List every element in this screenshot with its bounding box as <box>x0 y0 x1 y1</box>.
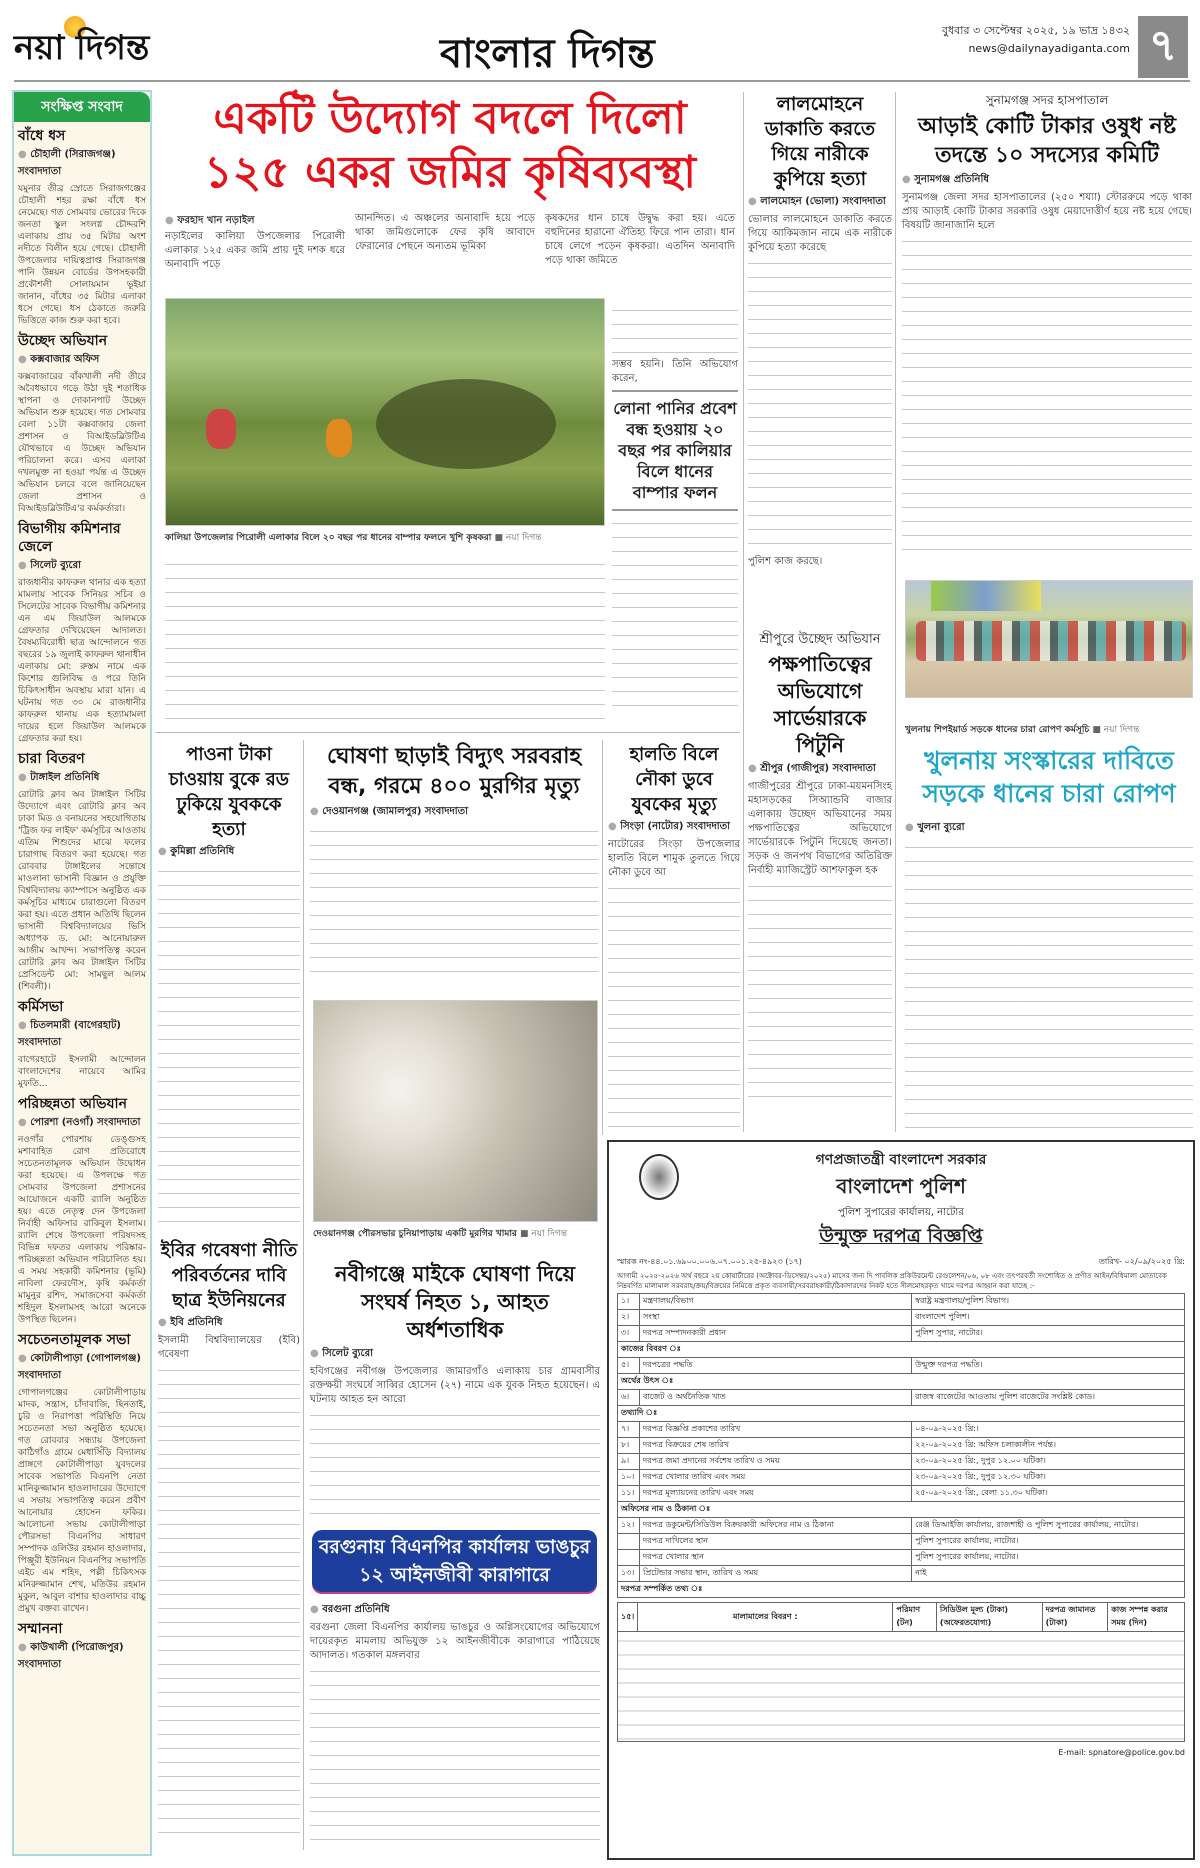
byline: ● টাঙ্গাইল প্রতিনিধি <box>18 770 146 787</box>
story-text: নাটোরের সিংড়া উপজেলার হালতি বিলে শামুক তুলতে গিয়ে নৌকা ডুবে আ <box>608 839 740 878</box>
khulna-headline: খুলনায় সংস্কারের দাবিতে সড়কে ধানের চারা রোপণ <box>922 746 1176 808</box>
section-label: অফিসের নাম ও ঠিকানা ঃ <box>618 1502 1185 1518</box>
row-no: ২। <box>618 1310 640 1326</box>
khulna-story <box>905 818 1193 1129</box>
sreepur-story <box>748 630 892 1108</box>
row-no: ১। <box>618 1294 640 1310</box>
row-label: মন্ত্রণালয়/বিভাগ <box>640 1294 912 1310</box>
brief-title: সচেতনতামূলক সভা <box>18 1332 131 1348</box>
notice-email[interactable]: E-mail: spnatore@police.gov.bd <box>1058 1748 1185 1757</box>
notice-row <box>618 1406 1185 1422</box>
row-value: স্বরাষ্ট্র মন্ত্রণালয়/পুলিশ বিভাগ। <box>912 1294 1185 1310</box>
row-value: ২৫-০৯-২০২৫ খ্রি:, বেলা ১১.৩০ ঘটিকা। <box>912 1486 1185 1502</box>
sunamganj-story <box>902 92 1192 553</box>
notice-row <box>618 1422 1185 1438</box>
notice-row <box>618 1326 1185 1342</box>
row-label: প্রিটেন্ডার সভার স্থান, তারিখ ও সময় <box>640 1566 912 1582</box>
lead-col-2 <box>355 212 535 254</box>
byline: ● চৌহালী (সিরাজগঞ্জ) সংবাদদাতা <box>18 147 146 181</box>
items-qty: পরিমাণ (টন) <box>893 1603 937 1632</box>
headline: নবীগঞ্জে মাইকে ঘোষণা দিয়ে সংঘর্ষ নিহত ১, আহত অর্ধশতাধিক <box>335 1262 575 1342</box>
row-value: ২২-০৯-২০২৫ খ্রি: অফিস চলাকালীন পর্যন্ত। <box>912 1438 1185 1454</box>
sidebar-title: সংক্ষিপ্ত সংবাদ <box>14 92 150 122</box>
email-link[interactable]: news@dailynayadiganta.com <box>968 42 1130 55</box>
byline: ● খুলনা ব্যুরো <box>905 820 1193 837</box>
section-label: অর্থের উৎস ঃ <box>618 1374 1185 1390</box>
lead-text: নড়াইলের কালিয়া উপজেলার পিরোলী এলাকার ১২৫ একর জমি প্রায় দুই দশক ধরে অনাবাদি পড়ে <box>165 231 345 270</box>
headline: ইবির গবেষণা নীতি পরিবর্তনের দাবি ছাত্র ইউনিয়নের <box>160 1240 298 1311</box>
notice-row <box>618 1294 1185 1310</box>
byline: ● সিলেট ব্যুরো <box>18 558 146 575</box>
ibi-story <box>158 1238 300 1842</box>
brief-item <box>18 750 146 993</box>
kicker: শ্রীপুরে উচ্ছেদ অভিযান <box>759 632 881 647</box>
brief-item <box>18 520 146 745</box>
notice-row <box>618 1374 1185 1390</box>
row-no: ৭। <box>618 1422 640 1438</box>
row-value: পুলিশ সুপারের কার্যালয়, নাটোর। <box>912 1550 1185 1566</box>
brief-text: যমুনার তীব্র স্রোতে সিরাজগঞ্জের চৌহালী শহর রক্ষা বাঁধে ধস নেমেছে। গত সোমবার ভোরের দিকে জনতা স্কুল সংলগ্ন চৌদ্দরশি এলাকায় প্রায় ৩৫ মিটার অংশ নদীতে বিলীন হয়ে গেছে। চৌহালী উপজেলার দায়িত্বপ্রাপ্ত সিরাজগঞ্জ পানি উন্নয়ন বোর্ডের উপসহকারী প্রকৌশলী সোলায়মান ভূইয়া জানান, বাঁধের ৩৫ মিটার এলাকা ধসে গেছে। ধস ঠেকাতে জরুরি ভিত্তিতে কাজ শুরু করা হবে। <box>18 184 146 326</box>
row-no: ৫। <box>618 1358 640 1374</box>
notice-row <box>618 1470 1185 1486</box>
row-label: বাজেট ও অর্থনৈতিক খাত <box>640 1390 912 1406</box>
masthead-divider <box>14 80 1190 82</box>
section-label: দরপত্র সম্পর্কিত তথ্য ঃ <box>618 1582 1185 1598</box>
section-title: বাংলার দিগন্ত <box>440 31 655 77</box>
byline: ● কক্সবাজার অফিস <box>18 352 146 369</box>
notice-row <box>618 1486 1185 1502</box>
items-desc: মালামালের বিবরণ : <box>638 1603 893 1632</box>
brief-title: বিভাগীয় কমিশনার জেলে <box>18 521 121 555</box>
items-time: কাজ সম্পন্ন করার সময় (দিন) <box>1108 1603 1185 1632</box>
lead-headline-line2: ১২৫ একর জমির কৃষিব্যবস্থা <box>204 147 696 198</box>
row-value: পুলিশ সুপারের কার্যালয়, নাটোর। <box>912 1534 1185 1550</box>
section-label: তথ্যাদি ঃ <box>618 1406 1185 1422</box>
row-label: দরপত্র দাখিলের স্থান <box>640 1534 912 1550</box>
notice-row <box>618 1502 1185 1518</box>
headline: আড়াই কোটি টাকার ওষুধ নষ্ট তদন্তে ১০ সদস্যের কমিটি <box>917 114 1177 168</box>
brief-item <box>18 1095 146 1326</box>
notice-row <box>618 1390 1185 1406</box>
row-label: দরপত্র সম্পাদনকারী প্রধান <box>640 1326 912 1342</box>
items-no: ১৫। <box>618 1603 638 1632</box>
row-value: উন্মুক্ত দরপত্র পদ্ধতি। <box>912 1358 1185 1374</box>
story-text: গাজীপুরের শ্রীপুরে ঢাকা-ময়মনসিংহ মহাসড়কের সিঅ্যান্ডবি বাজার এলাকায় উচ্ছেদ অভিযানের সময় পক্ষপাতিত্বের অভিযোগে সার্ভেয়ারকে পিটুনি দিয়েছে জনতা। সড়ক ও জনপথ বিভাগের অতিরিক্ত নির্বাহী ম্যাজিস্ট্রেট আশফাকুল হক <box>748 781 892 876</box>
story-text: হবিগঞ্জের নবীগঞ্জ উপজেলার জামারগাঁও এলাকায় চার গ্রামবাসীর রক্তক্ষয়ী সংঘর্ষে সাব্বির হোসেন (২৭) নামে এক যুবক নিহত হয়েছেন। এ ঘটনায় আহত হন আরো <box>310 1366 600 1405</box>
brief-text: বাগেরহাটে ইসলামী আন্দোলন বাংলাদেশের নায়েবে আমির মুফতি... <box>18 1055 146 1089</box>
byline: ● কুমিল্লা প্রতিনিধি <box>158 844 300 861</box>
row-value: নাই <box>912 1566 1185 1582</box>
byline: ● বরগুনা প্রতিনিধি <box>310 1602 600 1619</box>
row-label: দরপত্র খোলার তারিখ এবং সময় <box>640 1470 912 1486</box>
byline: ● শ্রীপুর (গাজীপুর) সংবাদদাতা <box>748 761 892 778</box>
poultry-farm-photo <box>313 1000 598 1222</box>
row-value: ২৩-০৯-২০২৫ খ্রি:, দুপুর ১২.০০ ঘটিকা। <box>912 1454 1185 1470</box>
lead-text: আনন্দিত। এ অঞ্চলের অনাবাদি হয়ে পড়ে থাকা জমিগুলোকে ফের কৃষি আবাদে ফেরানোর পেছনে অন্যতম ভূমিকা <box>355 213 535 252</box>
brief-text: রোটারি ক্লাব অব টাঙ্গাইল সিটির উদ্যোগে এবং রোটারি ক্লাব অব ঢাকা মিড ও বনায়নের সহযোগিতায় 'ট্রিজ ফর লাইফ' কর্মসূচির আওতায় এতিম শিশুদের মাঝে ফলের চারাগাছ বিতরণ করা হয়েছে। গত রোববার টাঙ্গাইলের সন্তোষে মাওলানা ভাসানী বিজ্ঞান ও প্রযুক্তি বিশ্ববিদ্যালয় ক্যাম্পাসে অনুষ্ঠিত এক কর্মসূচির মাধ্যমে চারাগুলো বিতরণ করা হয়। এতে প্রধান অতিথি ছিলেন ভাসানী বিশ্ববিদ্যালয়ের ভিসি অধ্যাপক ড. মো: আনোয়ারুল আজীম আখন্দ। সভাপতিত্ব করেন রোটারি ক্লাব অব টাঙ্গাইল সিটির প্রেসিডেন্ট মো: সামছুল আলম (শিবলী)। <box>18 790 146 992</box>
row-value: ০৪-০৯-২০২৫ খ্রি:। <box>912 1422 1185 1438</box>
row-label: দরপত্র ডকুমেন্ট/সিডিউল বিক্রয়কারী অফিসের নাম ও ঠিকানা <box>640 1518 912 1534</box>
barguna-story <box>310 1600 600 1843</box>
byline: ● ইবি প্রতিনিধি <box>158 1315 300 1332</box>
pawna-story <box>158 742 300 1223</box>
brief-text: নওগাঁর পোরশায় ডেঙ্গুসহ মশাবাহিত রোগ প্রতিরোধে সচেতনতামূলক অভিযান উদ্বোধন করা হয়েছে। এ উপলক্ষে গত সোমবার উপজেলা প্রশাসনের আয়োজনে একটি র‍্যালি অনুষ্ঠিত হয়। এতে নেতৃত্ব দেন উপজেলা নির্বাহী অফিসার রাকিবুল ইসলাম। র‍্যালি শেষে উপজেলা পরিষদসহ বিভিন্ন দফতর এলাকায় পরিষ্কার-পরিচ্ছন্নতা অভিযান পরিচালিত হয়। এ সময় সহকারী কমিশনার (ভূমি) নাবিলা ফেরদৌস, কৃষি কর্মকর্তা মামুনুর রশিদ, সমাজসেবা কর্মকর্তা শহিদুল ইসলামসহ আরো অনেকে উপস্থিত ছিলেন। <box>18 1135 146 1325</box>
story-text: বরগুনা জেলা বিএনপির কার্যালয় ভাঙচুর ও অগ্নিসংযোগের অভিযোগে দায়েরকৃত মামলায় অভিযুক্ত ১২ আইনজীবীকে কারাগারে পাঠিয়েছে আদালত। গতকাল মঙ্গলবার <box>310 1622 600 1661</box>
row-label: সংস্থা <box>640 1310 912 1326</box>
headline: ঘোষণা ছাড়াই বিদ্যুৎ সরবরাহ বন্ধ, গরমে ৪০০ মুরগির মৃত্যু <box>326 744 582 799</box>
police-emblem-icon <box>639 1154 679 1200</box>
row-no <box>618 1550 640 1566</box>
headline: লালমোহনে ডাকাতি করতে গিয়ে নারীকে কুপিয়ে হত্যা <box>764 93 876 190</box>
dateline <box>930 22 1130 58</box>
row-label: দরপত্র বিজ্ঞপ্তি প্রকাশের তারিখ <box>640 1422 912 1438</box>
items-price: সিডিউল মূল্য (টাকা) (অফেরতযোগ্য) <box>936 1603 1042 1632</box>
lead-subheadline: লোনা পানির প্রবেশ বন্ধ হওয়ায় ২০ বছর পর কালিয়ার বিলে ধানের বাম্পার ফলন <box>612 390 738 511</box>
story-text: ভোলার লালমোহনে ডাকাতি করতে গিয়ে আকিমজান নামে এক নারীকে কুপিয়ে হত্যা করেছে <box>748 214 892 253</box>
items-security: দরপত্র জামানত (টাকা) <box>1042 1603 1108 1632</box>
barguna-headline: বরগুনায় বিএনপির কার্যালয় ভাঙচুর ১২ আইনজীবী কারাগারে <box>312 1530 597 1592</box>
date: বুধবার ৩ সেপ্টেম্বর ২০২৫, ১৯ ভাদ্র ১৪৩২ <box>941 24 1130 37</box>
notice-row <box>618 1550 1185 1566</box>
row-value: বাংলাদেশ পুলিশ। <box>912 1310 1185 1326</box>
byline: ● কোটালীপাড়া (গোপালগঞ্জ) সংবাদদাতা <box>18 1351 146 1385</box>
byline: ● লালমোহন (ভোলা) সংবাদদাতা <box>748 194 892 211</box>
notice-row <box>618 1358 1185 1374</box>
row-no: ১০। <box>618 1470 640 1486</box>
notice-office: পুলিশ সুপারের কার্যালয়, নাটোর <box>838 1207 964 1218</box>
notice-date: তারিখ- ০২/০৯/২০২৫ খ্রি: <box>1098 1257 1185 1266</box>
row-no: ১১। <box>618 1486 640 1502</box>
notice-org: বাংলাদেশ পুলিশ <box>836 1174 966 1198</box>
notice-row <box>618 1518 1185 1534</box>
lead-col-3 <box>545 212 735 268</box>
brief-item <box>18 127 146 327</box>
row-no: ৮। <box>618 1438 640 1454</box>
story-text: ইসলামী বিশ্ববিদ্যালয়ের (ইবি) গবেষণা <box>158 1335 300 1360</box>
notice-row <box>618 1438 1185 1454</box>
row-label: দরপত্র খোলার স্থান <box>640 1550 912 1566</box>
notice-gov: গণপ্রজাতন্ত্রী বাংলাদেশ সরকার <box>815 1152 987 1168</box>
row-value: পুলিশ সুপার, নাটোর। <box>912 1326 1185 1342</box>
byline: ● কাউখালী (পিরোজপুর) সংবাদদাতা <box>18 1640 146 1674</box>
brief-item <box>18 998 146 1090</box>
khulna-photo-caption: খুলনায় শিপইয়ার্ড সড়কে ধানের চারা রোপণ কর্মসূচি ■ নয়া দিগন্ত <box>905 725 1140 735</box>
brief-title: উচ্ছেদ অভিযান <box>18 333 108 349</box>
lead-text: সম্ভব হয়নি। তিনি অভিযোগ করেন, <box>612 359 738 384</box>
page-number: ৭ <box>1138 16 1188 78</box>
brief-item <box>18 1331 146 1615</box>
khulna-protest-photo <box>905 580 1193 698</box>
notice-row <box>618 1534 1185 1550</box>
row-label: দরপত্র জমা প্রদানের সর্বশেষ তারিখ ও সময় <box>640 1454 912 1470</box>
byline: ● সুনামগঞ্জ প্রতিনিধি <box>902 172 1192 189</box>
row-label: দরপত্র বিক্রয়ের শেষ তারিখ <box>640 1438 912 1454</box>
brief-title: কর্মিসভা <box>18 999 64 1015</box>
poultry-photo-caption: দেওয়ানগঞ্জ পৌরসভার চুনিয়াপাড়ায় একটি মুরগির খামার ■ নয়া দিগন্ত <box>313 1229 567 1239</box>
brief-text: রাজধানীর কাফরুল থানার এক হত্যা মামলায় সাবেক সিনিয়র সচিব ও সিলেটের সাবেক বিভাগীয় কমিশনার এন এম জিয়াউল আলমকে গ্রেফতার দেখিয়েছেন আদালত। বৈষম্যবিরোধী ছাত্র আন্দোলনে গত বছরের ১৯ জুলাই কাফরুল থানাধীন এলাকায় মো: রুস্তম নামে এক কিশোর গুলিবিদ্ধ ও পরে তিনি চিকিৎসাধীন অবস্থায় মারা যান। এ ঘটনায় গত ৩০ মে রাজধানীর কাফরুল থানায় এক হত্যামামলা দায়ের হলে জিয়াউল আলমকে গ্রেফতার করা হয়। <box>18 578 146 744</box>
notice-memo: স্মারক নং-৪৪.০১.৬৯০০.০০৬.০৭.০০১.২৫-৪৯২৩ (১৭) <box>617 1257 802 1266</box>
row-label: দরপত্রের পদ্ধতি <box>640 1358 912 1374</box>
lead-headline-line1: একটি উদ্যোগ বদলে দিলো <box>213 93 687 144</box>
brief-title: বাঁধে ধস <box>18 128 66 144</box>
notice-row <box>618 1454 1185 1470</box>
brief-text: কক্সবাজারের বাঁকখালী নদী তীরে অবৈধভাবে গড়ে উঠা দুই শতাধিক স্থাপনা ও দোকানপাট উচ্ছেদ অভিযান শুরু হয়েছে। গত সোমবার বেলা ১১টা কক্সবাজার জেলা প্রশাসন ও বিআইডব্লিউটিএ যৌথভাবে এ উচ্ছেদ অভিযান পরিচালনা করে। এসব এলাকা দখলমুক্ত না হওয়া পর্যন্ত এ উচ্ছেদ অভিযান চলবে বলে জানিয়েছেন জেলা প্রশাসন ও বিআইডব্লিউটিএ'র কর্মকর্তারা। <box>18 372 146 514</box>
brief-item <box>18 332 146 515</box>
lead-text: কৃষকদের ধান চাষে উদ্বুদ্ধ করা হয়। এতে বহুদিনের হারানো ঐতিহ্য ফিরে পান তারা। ধান চাষে লেগে পড়েন কৃষকরা। এতদিন অনাবাদি পড়ে থাকা জমিতে <box>545 213 735 266</box>
section-label: কাজের বিবরণ ঃ <box>618 1342 1185 1358</box>
row-no: ৩। <box>618 1326 640 1342</box>
notice-row <box>618 1582 1185 1598</box>
story-text: সুনামগঞ্জ জেলা সদর হাসপাতালের (২৫০ শয্যা) স্টোররুমে পড়ে থাকা প্রায় আড়াই কোটি টাকার সরকারি ওষুধ মেয়াদোত্তীর্ণ হয়ে নষ্ট হয়ে গেছে। বিষয়টি জানাজানি হলে <box>902 192 1192 231</box>
byline: ● সিংড়া (নাটোর) সংবাদদাতা <box>608 819 740 836</box>
lalmohan-story <box>748 92 892 569</box>
row-value: ২৩-০৯-২০২৫ খ্রি:, দুপুর ১২.৩০ ঘটিকা। <box>912 1470 1185 1486</box>
story-text: পুলিশ কাজ করছে। <box>748 556 823 567</box>
headline: পক্ষপাতিত্বের অভিযোগে সার্ভেয়ারকে পিটুনি <box>768 652 872 757</box>
byline: ● চিতলমারী (বাগেরহাট) সংবাদদাতা <box>18 1018 146 1052</box>
kicker: সুনামগঞ্জ সদর হাসপাতাল <box>985 93 1109 107</box>
brief-news-sidebar <box>12 90 152 1856</box>
items-table <box>617 1602 1185 1742</box>
halti-story <box>608 742 740 1140</box>
row-no: ৬। <box>618 1390 640 1406</box>
lead-col-1 <box>165 212 345 272</box>
row-value: রেঞ্জ ডিআইজি কার্যালয়, রাজশাহী ও পুলিশ সুপারের কার্যালয়, নাটোর। <box>912 1518 1185 1534</box>
notice-row <box>618 1342 1185 1358</box>
lead-side-column <box>612 302 738 715</box>
brief-title: সম্মাননা <box>18 1621 63 1637</box>
headline: হালতি বিলে নৌকা ডুবে যুবকের মৃত্যু <box>629 744 719 815</box>
row-no: ১২। <box>618 1518 640 1534</box>
byline: ● পোরশা (নওগাঁ) সংবাদদাতা <box>18 1115 146 1132</box>
lead-photo-caption: কালিয়া উপজেলার পিরোলী এলাকার বিলে ২০ বছর পর ধানের বাম্পার ফলনে খুশি কৃষকরা ■ নয়া দিগন্ত <box>165 533 542 543</box>
headline: পাওনা টাকা চাওয়ায় বুকে রড ঢুকিয়ে যুবককে হত্যা <box>168 744 290 840</box>
row-value: রাজস্ব বাজেটের আওতায় পুলিশ বাজেটের সংশ্লিষ্ট কোড। <box>912 1390 1185 1406</box>
lead-headline <box>160 92 740 200</box>
brief-text: গোপালগঞ্জের কোটালীপাড়ায় মাদক, সন্ত্রাস, চাঁদাবাজি, ছিনতাই, চুরি ও নিরাপত্তা পরিস্থিতি নিয়ে সচেতনতা সভা অনুষ্ঠিত হয়েছে। গত রোববার সন্ধ্যায় উপজেলা কাঠিগাঁও গ্রামে মেধাসিঁড়ি বিদ্যালয় প্রাঙ্গণে কোটালীপাড়া যুবদলের সাবেক সভাপতি বিএনপি নেতা মানিকুজ্জামান হাওলাদারের উদ্যোগে এ সভায় সভাপতিত্ব করেন প্রবীণ আনোয়ার হোসেন ফকির। আলোচনা সভায় কোটালীপাড়া পৌরসভা বিএনপির সাধারণ সম্পাদক ওলিউর রহমান হাওলাদার, পিঞ্জুরী ইউনিয়ন বিএনপির সভাপতি এইচ এম শহিদ, পল্লী চিকিৎসক মনিরুজ্জামান শেখ, মতিউর রহমান মুকুল, আবুল বাশার হাওলাদার বাচ্চু প্রমুখ বক্তব্য রাখেন। <box>18 1388 146 1614</box>
row-label: দরপত্র মূল্যায়নের তারিখ এবং সময় <box>640 1486 912 1502</box>
row-no: ৯। <box>618 1454 640 1470</box>
brief-title: চারা বিতরণ <box>18 751 85 767</box>
notice-table <box>617 1293 1185 1598</box>
nabiganj-story <box>310 1260 600 1519</box>
notice-intro: আগামী ২০২৫-২০২৬ অর্থ বছরে ২য় কোয়ার্টারের (অক্টোবর-ডিসেম্বর/২০২৫) মাসের জন্য দি পাবলিক প্রকিউরমেন্ট রেগুলেশন/০৬, ০৮ এবং তৎপরবর্তী সংশোধিত ও প্রণীত আইন/বিধিমালা মোতাবেক নিম্নবর্ণিত মালামাল সরবরাহ/ক্রয়/বিক্রয়ের নিমিত্তে প্রকৃত ব্যবসায়ী/সরবরাহকারী/ঠিকাদারদের নিকট হতে সীলমোহরকৃত খামে দরপত্র আহ্বান করা যাচ্ছে :- <box>617 1272 1167 1290</box>
poultry-story <box>310 742 598 983</box>
row-no <box>618 1534 640 1550</box>
brief-item <box>18 1620 146 1674</box>
byline: ● ফরহাদ খান নড়াইল <box>165 214 345 228</box>
police-tender-notice <box>607 1140 1195 1860</box>
brief-title: পরিচ্ছন্নতা অভিযান <box>18 1096 127 1112</box>
byline: ● সিলেট ব্যুরো <box>310 1346 600 1363</box>
notice-title: উন্মুক্ত দরপত্র বিজ্ঞপ্তি <box>819 1225 983 1247</box>
paddy-field-photo <box>165 298 605 526</box>
notice-row <box>618 1566 1185 1582</box>
row-no: ১৩। <box>618 1566 640 1582</box>
newspaper-logo: নয়া দিগন্ত <box>14 22 149 79</box>
byline: ● দেওয়ানগঞ্জ (জামালপুর) সংবাদদাতা <box>310 804 598 821</box>
notice-row <box>618 1310 1185 1326</box>
